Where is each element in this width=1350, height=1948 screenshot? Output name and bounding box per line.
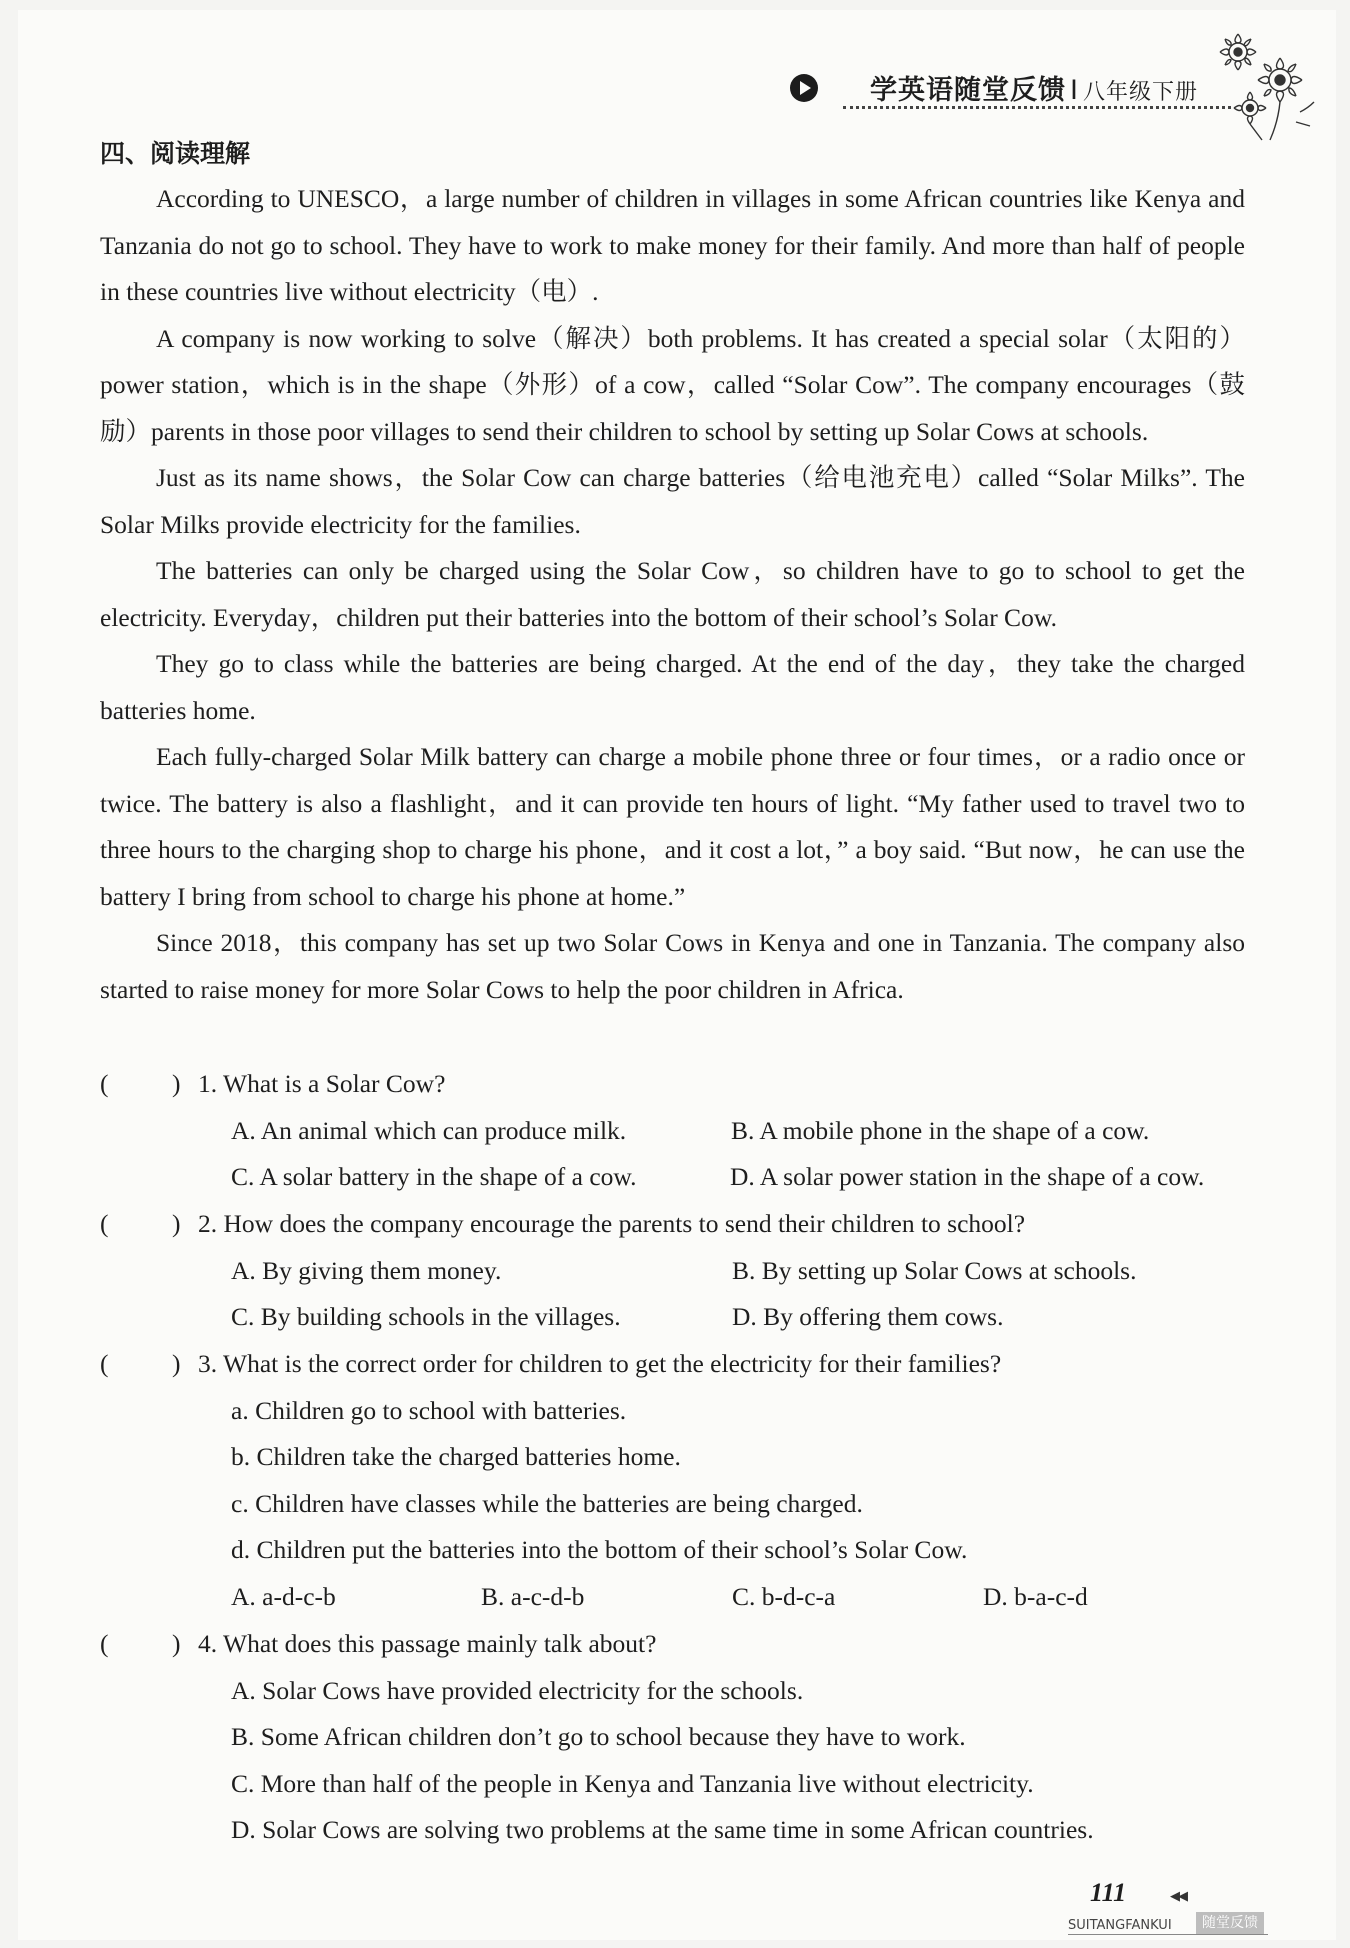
option-row	[100, 1248, 1250, 1295]
option-row	[100, 1108, 1250, 1155]
header-dotted-rule	[843, 106, 1231, 109]
question-3-step-d: d. Children put the batteries into the bottom of their school’s Solar Cow.	[231, 1535, 968, 1564]
question-4-text: 4. What does this passage mainly talk about?	[198, 1629, 657, 1658]
book-title-separator: I	[1070, 75, 1079, 106]
question-3-option-d[interactable]: D. b-a-c-d	[983, 1581, 1088, 1611]
book-grade: 八年级下册	[1082, 80, 1198, 105]
question-3-step-c: c. Children have classes while the batteries are being charged.	[231, 1488, 863, 1518]
step-row	[100, 1481, 1250, 1528]
question-3-option-a[interactable]: A. a-d-c-b	[231, 1581, 336, 1611]
answer-blank-close: )	[172, 1209, 181, 1238]
double-left-arrow-icon: ◀◀	[1170, 1888, 1186, 1903]
answer-blank-open[interactable]: (	[100, 1629, 109, 1658]
passage-paragraph: Since 2018，this company has set up two Solar Cows in Kenya and one in Tanzania. The company also started to raise money for more Solar Cows to help the poor children in Africa.	[100, 928, 1245, 1004]
option-row	[100, 1714, 1250, 1761]
question-4-stem	[100, 1621, 1250, 1668]
question-4-option-a[interactable]: A. Solar Cows have provided electricity for the schools.	[231, 1675, 804, 1705]
question-1-text: 1. What is a Solar Cow?	[198, 1069, 446, 1098]
sunflower-decoration-icon	[1200, 22, 1318, 144]
footer-rule	[1068, 1934, 1268, 1935]
answer-blank-close: )	[172, 1349, 181, 1378]
option-row	[100, 1294, 1250, 1341]
question-4-option-c[interactable]: C. More than half of the people in Kenya and Tanzania live without electricity.	[231, 1768, 1034, 1798]
question-1-option-b[interactable]: B. A mobile phone in the shape of a cow.	[731, 1115, 1150, 1145]
passage-paragraph: The batteries can only be charged using the Solar Cow，so children have to go to school to get the electricity. Everyday，children put their batteries into the bottom of their school’s Solar Cow.	[100, 556, 1245, 632]
answer-blank-open[interactable]: (	[100, 1349, 109, 1378]
question-2-option-b[interactable]: B. By setting up Solar Cows at schools.	[732, 1255, 1137, 1285]
question-1-option-a[interactable]: A. An animal which can produce milk.	[231, 1115, 627, 1145]
option-row	[100, 1668, 1250, 1715]
answer-blank-open[interactable]: (	[100, 1069, 109, 1098]
option-row	[100, 1574, 1250, 1621]
passage-paragraph: A company is now working to solve（解决）both problems. It has created a special solar（太阳的）power station，which is in the shape（外形）of a cow，called “Solar Cow”. The company encourages（鼓励）parents in those poor villages to send their children to school by setting up Solar Cows at schools.	[100, 323, 1245, 446]
passage-paragraph: According to UNESCO，a large number of children in villages in some African countries like Kenya and Tanzania do not go to school. They have to work to make money for their family. And more than half of people in these countries live without electricity（电）.	[100, 184, 1245, 306]
question-1-option-d[interactable]: D. A solar power station in the shape of a cow.	[730, 1162, 1205, 1191]
play-icon	[790, 74, 818, 102]
book-title	[870, 68, 1198, 107]
question-1	[100, 1061, 1250, 1201]
question-3-option-b[interactable]: B. a-c-d-b	[481, 1581, 585, 1611]
question-1-stem	[100, 1061, 1250, 1108]
question-1-option-c[interactable]: C. A solar battery in the shape of a cow.	[231, 1162, 637, 1191]
step-row	[100, 1388, 1250, 1435]
option-row	[100, 1154, 1250, 1201]
reading-passage	[100, 176, 1245, 1013]
question-2-stem	[100, 1201, 1250, 1248]
question-3-step-a: a. Children go to school with batteries.	[231, 1395, 627, 1425]
question-4	[100, 1621, 1250, 1854]
answer-blank-open[interactable]: (	[100, 1209, 109, 1238]
question-3-text: 3. What is the correct order for children to get the electricity for their families?	[198, 1349, 1002, 1378]
footer-badge: 随堂反馈	[1196, 1912, 1264, 1934]
passage-paragraph: Each fully-charged Solar Milk battery can charge a mobile phone three or four times，or a radio once or twice. The battery is also a flashlight，and it can provide ten hours of light. “My father used to travel two to three hours to the charging shop to charge his phone，and it cost a lot，” a boy said. “But now，he can use the battery I bring from school to charge his phone at home.”	[100, 742, 1245, 911]
passage-paragraph: Just as its name shows，the Solar Cow can charge batteries（给电池充电）called “Solar Milks”. The Solar Milks provide electricity for the families.	[100, 463, 1245, 539]
question-3-stem	[100, 1341, 1250, 1388]
answer-blank-close: )	[172, 1069, 181, 1098]
question-2-text: 2. How does the company encourage the parents to send their children to school?	[198, 1209, 1026, 1238]
question-3	[100, 1341, 1250, 1620]
option-row	[100, 1761, 1250, 1808]
answer-blank-close: )	[172, 1629, 181, 1658]
question-3-option-c[interactable]: C. b-d-c-a	[732, 1581, 836, 1611]
step-row	[100, 1527, 1250, 1574]
footer-brand: SUITANGFANKUI	[1068, 1918, 1172, 1933]
section-title: 四、阅读理解	[100, 139, 251, 168]
question-4-option-d[interactable]: D. Solar Cows are solving two problems at the same time in some African countries.	[231, 1815, 1094, 1844]
question-2-option-d[interactable]: D. By offering them cows.	[732, 1302, 1004, 1331]
question-2	[100, 1201, 1250, 1341]
question-2-option-a[interactable]: A. By giving them money.	[231, 1255, 502, 1285]
question-4-option-b[interactable]: B. Some African children don’t go to school because they have to work.	[231, 1722, 966, 1751]
book-title-text: 学英语随堂反馈	[870, 75, 1066, 106]
option-row	[100, 1807, 1250, 1854]
passage-paragraph: They go to class while the batteries are being charged. At the end of the day，they take the charged batteries home.	[100, 649, 1245, 725]
step-row	[100, 1434, 1250, 1481]
question-3-step-b: b. Children take the charged batteries home.	[231, 1442, 681, 1471]
question-2-option-c[interactable]: C. By building schools in the villages.	[231, 1302, 621, 1331]
page-number: 111	[1090, 1878, 1127, 1907]
